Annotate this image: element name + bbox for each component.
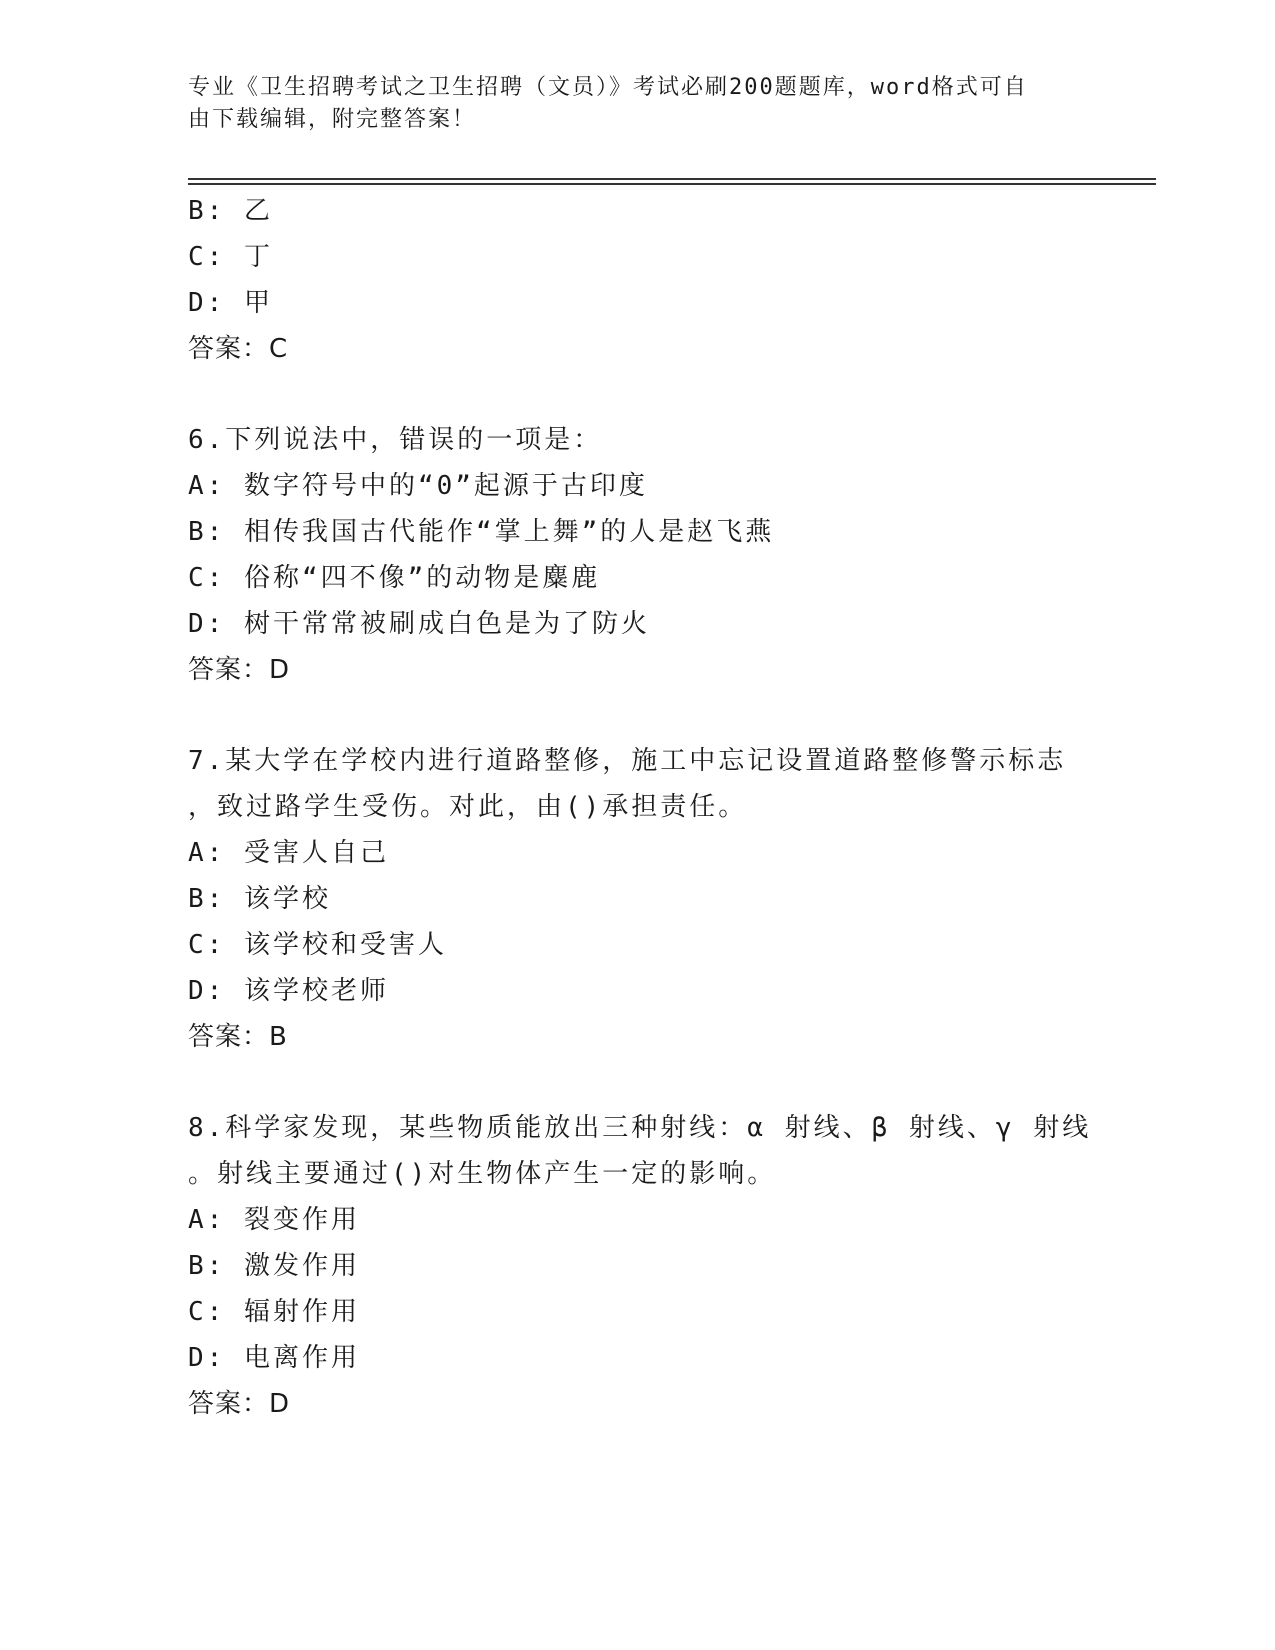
option-d: D: 电离作用 bbox=[188, 1343, 360, 1373]
question-8 bbox=[188, 1105, 1148, 1427]
option-b: B: 相传我国古代能作“掌上舞”的人是赵飞燕 bbox=[188, 517, 775, 547]
question-7 bbox=[188, 738, 1148, 1060]
question-stem-line-1: 8.科学家发现，某些物质能放出三种射线：α 射线、β 射线、γ 射线 bbox=[188, 1113, 1092, 1143]
question-5-continued bbox=[188, 188, 1148, 372]
option-c: C: 辐射作用 bbox=[188, 1297, 360, 1327]
option-a: A: 裂变作用 bbox=[188, 1205, 360, 1235]
answer-line: 答案：D bbox=[188, 655, 291, 685]
header-line-1: 专业《卫生招聘考试之卫生招聘（文员）》考试必刷200题题库，word格式可自 bbox=[188, 75, 1028, 100]
option-b: B: 该学校 bbox=[188, 884, 331, 914]
header-divider-top bbox=[188, 178, 1156, 180]
option-d: D: 该学校老师 bbox=[188, 976, 389, 1006]
question-list bbox=[188, 188, 1148, 1427]
answer-line: 答案：B bbox=[188, 1022, 288, 1052]
header-divider-bottom bbox=[188, 183, 1156, 185]
option-c: C: 该学校和受害人 bbox=[188, 930, 447, 960]
question-6 bbox=[188, 417, 1148, 693]
question-stem-line-2: 。射线主要通过()对生物体产生一定的影响。 bbox=[188, 1159, 777, 1189]
option-b: B: 激发作用 bbox=[188, 1251, 360, 1281]
option-c: C: 丁 bbox=[188, 242, 273, 272]
option-b: B: 乙 bbox=[188, 196, 273, 226]
answer-line: 答案：D bbox=[188, 1389, 291, 1419]
document-header bbox=[188, 72, 1068, 136]
option-a: A: 受害人自己 bbox=[188, 838, 389, 868]
question-stem-line-1: 7.某大学在学校内进行道路整修，施工中忘记设置道路整修警示标志 bbox=[188, 746, 1067, 776]
option-d: D: 甲 bbox=[188, 288, 273, 318]
question-stem-line-2: ，致过路学生受伤。对此，由()承担责任。 bbox=[188, 792, 748, 822]
question-stem: 6.下列说法中，错误的一项是： bbox=[188, 425, 603, 455]
option-a: A: 数字符号中的“0”起源于古印度 bbox=[188, 471, 648, 501]
option-c: C: 俗称“四不像”的动物是麋鹿 bbox=[188, 563, 601, 593]
option-d: D: 树干常常被刷成白色是为了防火 bbox=[188, 609, 650, 639]
answer-line: 答案：C bbox=[188, 334, 289, 364]
header-line-2: 由下载编辑，附完整答案！ bbox=[188, 107, 477, 132]
